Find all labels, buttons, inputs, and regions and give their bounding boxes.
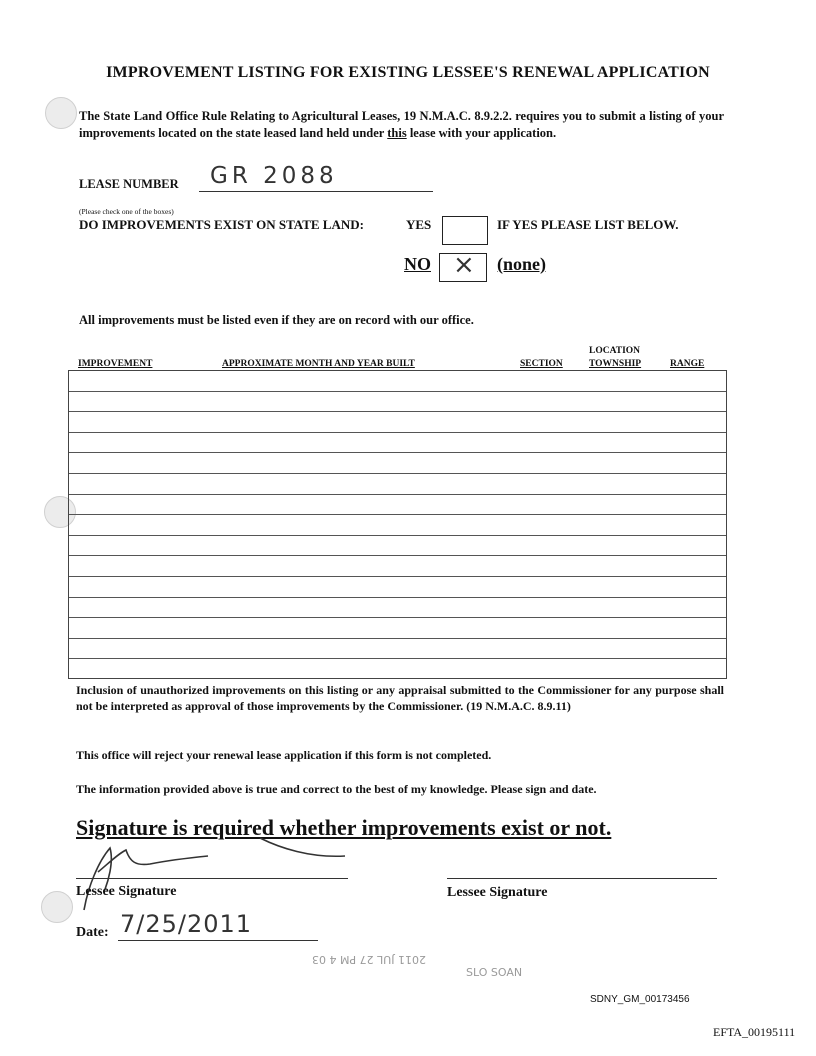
table-row[interactable] [69, 536, 726, 557]
date-value[interactable]: 7/25/2011 [120, 910, 253, 938]
intro-text-part2: lease with your application. [406, 125, 557, 140]
reject-note: This office will reject your renewal lease application if this form is not completed. [76, 748, 492, 762]
check-note: (Please check one of the boxes) [79, 207, 174, 216]
col-range: RANGE [670, 359, 705, 369]
table-row[interactable] [69, 618, 726, 639]
table-row[interactable] [69, 392, 726, 413]
date-label: Date: [76, 925, 109, 940]
table-row[interactable] [69, 474, 726, 495]
col-township: TOWNSHIP [589, 359, 642, 369]
location-label: LOCATION [589, 346, 641, 356]
efta-number: EFTA_00195111 [713, 1025, 796, 1039]
form-title: IMPROVEMENT LISTING FOR EXISTING LESSEE'S RENEWAL APPLICATION [106, 64, 710, 81]
table-row[interactable] [69, 412, 726, 433]
table-row[interactable] [69, 598, 726, 619]
yes-followup: IF YES PLEASE LIST BELOW. [497, 217, 679, 232]
none-label: (none) [497, 254, 546, 274]
table-row[interactable] [69, 371, 726, 392]
received-stamp-date: 2011 JUL 27 PM 4 03 [312, 953, 427, 966]
intro-text-part1: The State Land Office Rule Relating to Agricultural Leases, 19 N.M.A.C. 8.9.2.2. requires you to submit a listing of your improvements located on the state leased land held under [79, 109, 724, 140]
table-row[interactable] [69, 453, 726, 474]
binder-hole-top [45, 97, 77, 129]
table-row[interactable] [69, 433, 726, 454]
no-check-mark: × [453, 250, 475, 280]
all-listed-note: All improvements must be listed even if they are on record with our office. [79, 313, 474, 327]
col-month-year-built: APPROXIMATE MONTH AND YEAR BUILT [222, 359, 415, 369]
table-row[interactable] [69, 515, 726, 536]
table-row[interactable] [69, 495, 726, 516]
table-row[interactable] [69, 659, 726, 680]
lease-number-value[interactable]: GR 2088 [210, 163, 338, 189]
received-stamp-office: SLO SOAN [466, 966, 523, 979]
lessee-signature-label-2: Lessee Signature [447, 885, 548, 900]
intro-paragraph [79, 108, 724, 141]
disclaimer-text: Inclusion of unauthorized improvements on this listing or any appraisal submitted to the Commissioner for any purpose shall not be interpreted as approval of those improvements by the Commissioner. (19 N.M.A.C. 8.9.11) [76, 683, 724, 713]
table-row[interactable] [69, 639, 726, 660]
col-improvement: IMPROVEMENT [78, 359, 153, 369]
improvements-table [68, 370, 727, 679]
lessee-signature-label-1: Lessee Signature [76, 884, 177, 899]
signature-required: Signature is required whether improvements exist or not. [76, 815, 612, 840]
col-section: SECTION [520, 359, 563, 369]
signature-line-2 [447, 878, 717, 879]
binder-hole-bottom [41, 891, 73, 923]
yes-checkbox[interactable] [442, 216, 488, 245]
table-row[interactable] [69, 556, 726, 577]
no-checkbox[interactable] [439, 250, 487, 282]
yes-label: YES [406, 217, 432, 232]
signature-line-1 [76, 878, 348, 879]
intro-emphasis: this [387, 125, 407, 140]
table-row[interactable] [69, 577, 726, 598]
lessee-signature-scrawl[interactable] [70, 832, 360, 920]
lease-number-underline [199, 191, 433, 192]
lease-number-label: LEASE NUMBER [79, 177, 179, 191]
true-note: The information provided above is true and correct to the best of my knowledge. Please sign and date. [76, 782, 597, 796]
question-text: DO IMPROVEMENTS EXIST ON STATE LAND: [79, 217, 364, 232]
bates-number: SDNY_GM_00173456 [590, 994, 690, 1005]
no-label: NO [404, 254, 431, 274]
date-underline [118, 940, 318, 941]
